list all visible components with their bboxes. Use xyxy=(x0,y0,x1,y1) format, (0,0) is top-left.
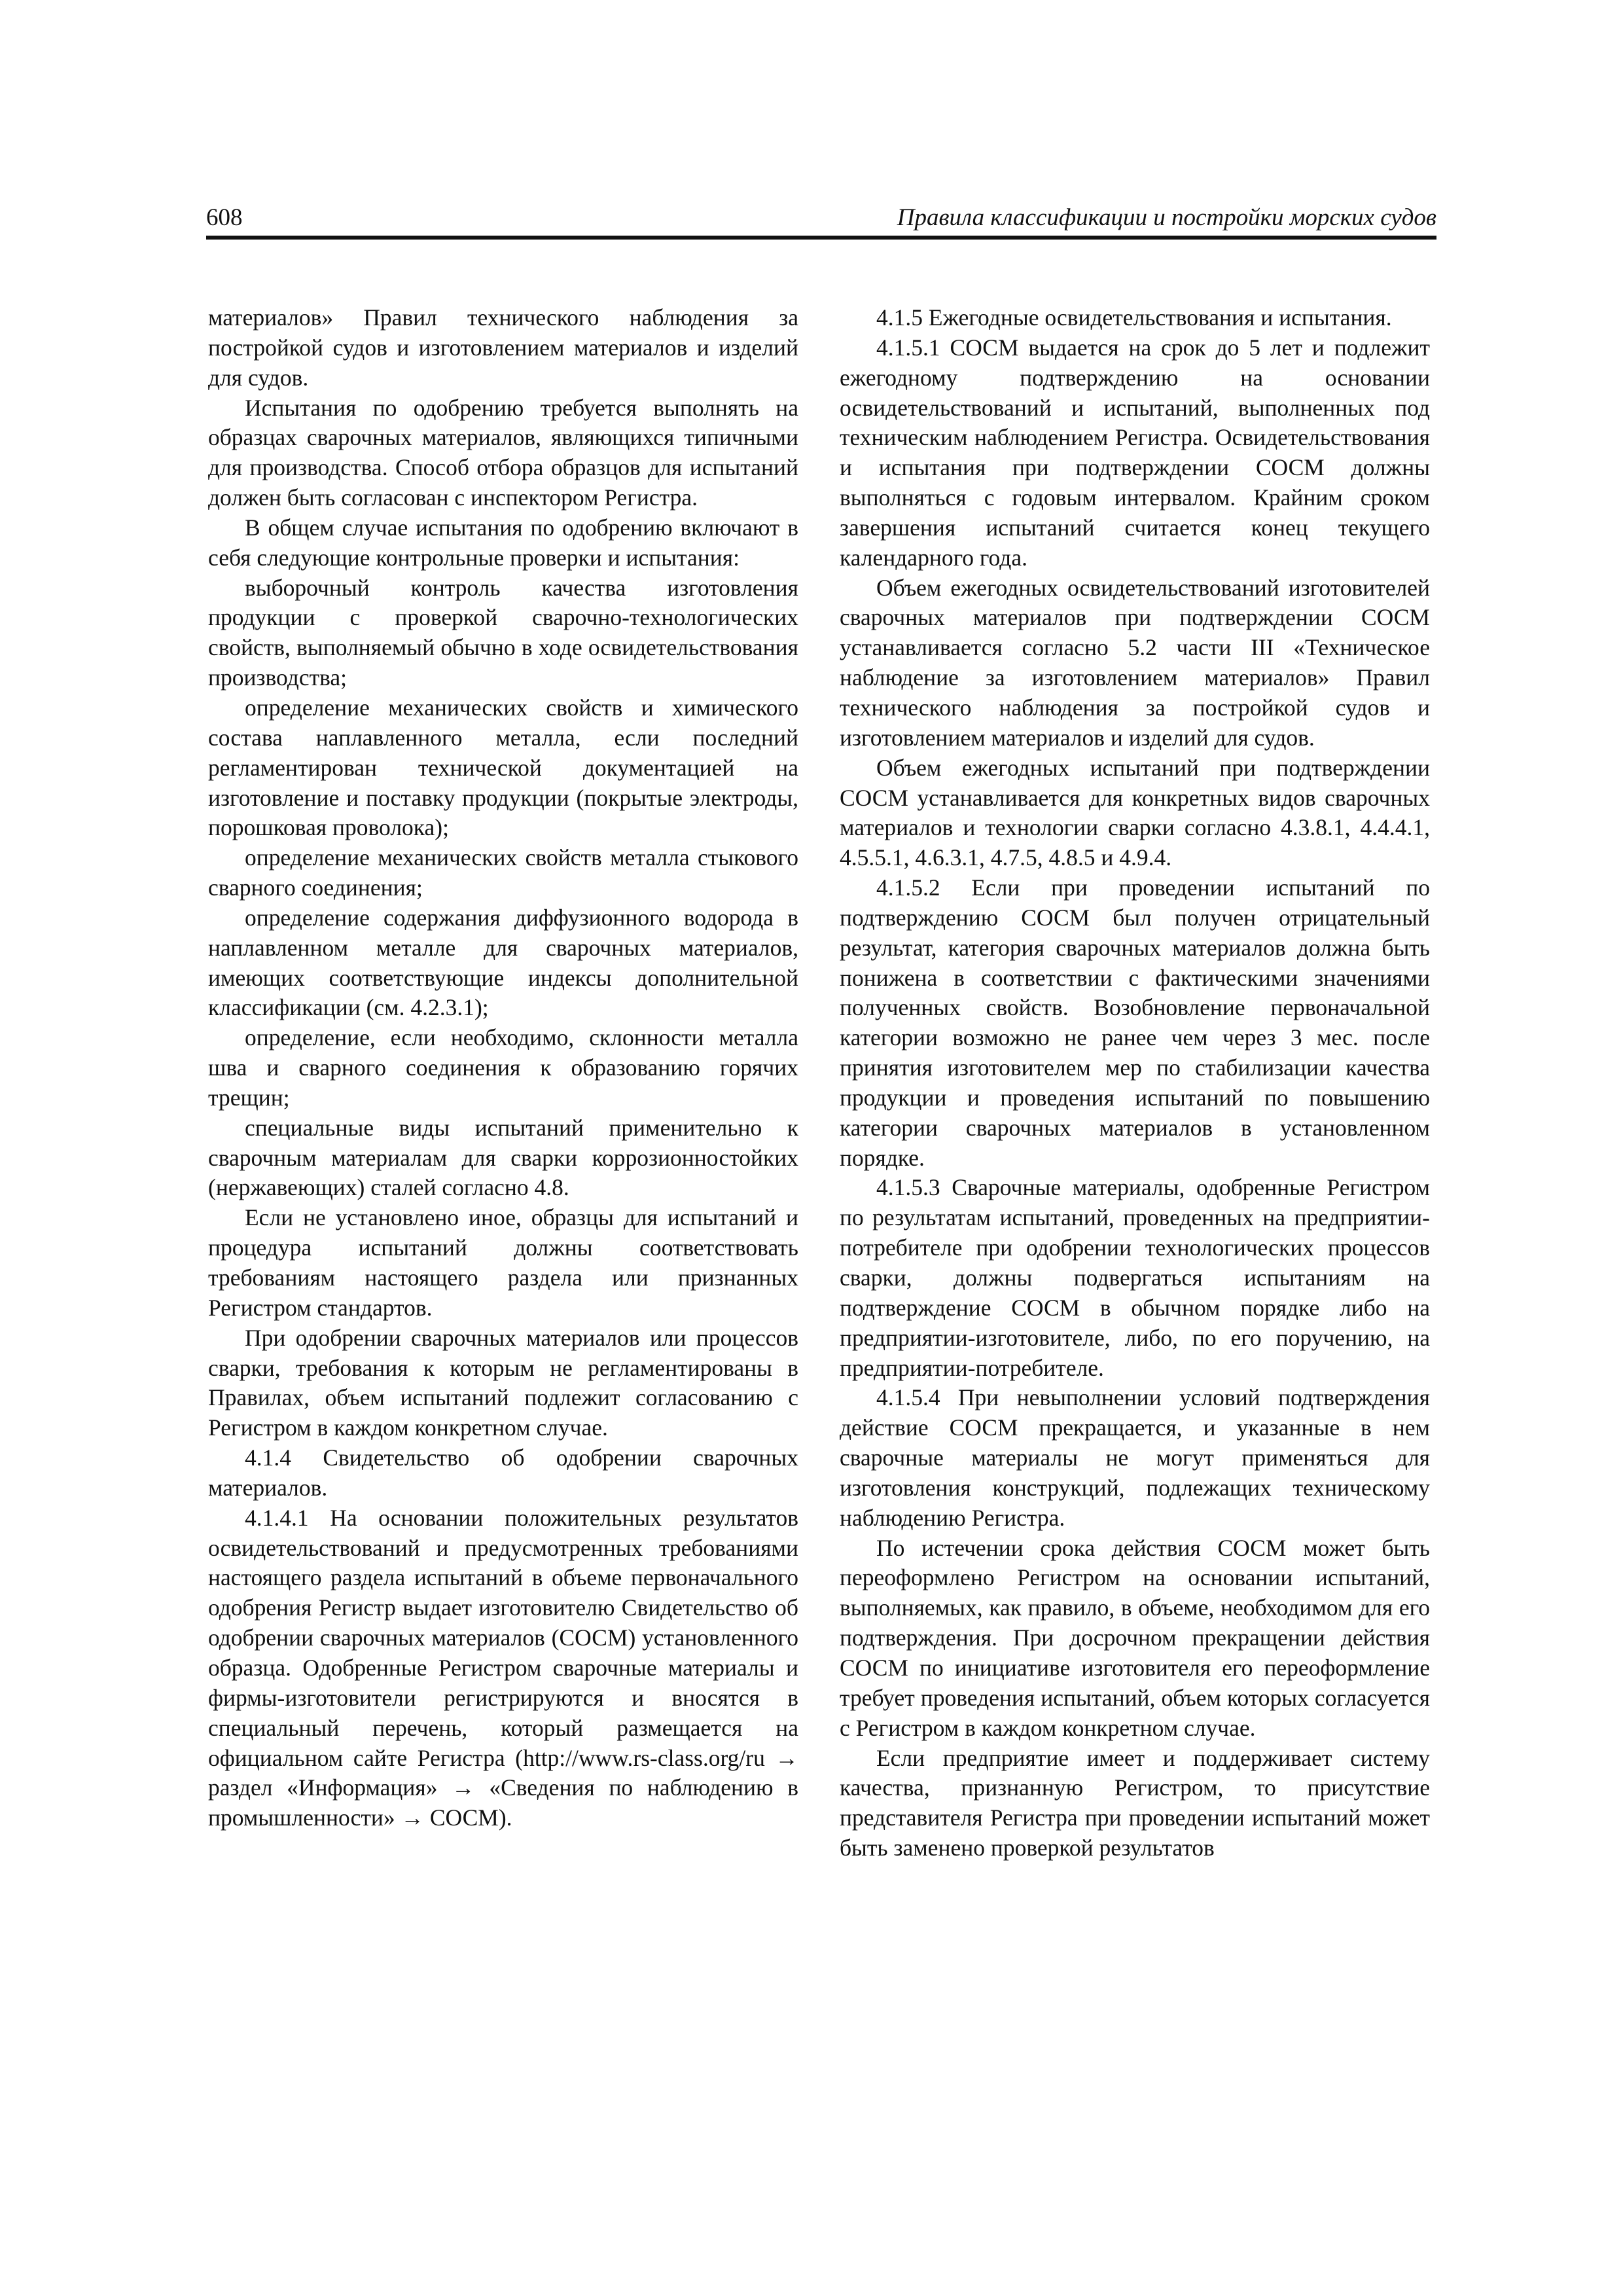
list-item: определение механических свойств и химического состава наплавленного металла, если последний регламентирован технической документацией на изготовление и поставку продукции (покрытые электроды, порошковая проволока); xyxy=(208,694,798,841)
section-heading: 4.1.5 Ежегодные освидетельствования и испытания. xyxy=(876,304,1392,331)
paragraph: 4.1.4.1 На основании положительных результатов освидетельствований и предусмотренных требованиями настоящего раздела испытаний в объеме первоначального одобрения Регистр выдает изготовителю Свидетельство об одобрении сварочных материалов (СОСМ) установленного образца. Одобренные Регистром сварочные материалы и фирмы-изготовители регистрируются и вносятся в специальный перечень, который размещается на официальном сайте Регистра (http://www.rs-class.org/ru → раздел «Информация» → «Сведения по наблюдению в промышленности» → СОСМ). xyxy=(208,1504,798,1831)
paragraph: 4.1.5.2 Если при проведении испытаний по подтверждению СОСМ был получен отрицательный результат, категория сварочных материалов должна быть понижена в соответствии с фактическими значениями полученных свойств. Возобновление первоначальной категории возможно не ранее чем через 3 мес. после принятия изготовителем мер по стабилизации качества продукции и проведения испытаний по повышению категории сварочных материалов в установленном порядке. xyxy=(840,874,1430,1171)
paragraph: Объем ежегодных испытаний при подтверждении СОСМ устанавливается для конкретных видов сварочных материалов и технологии сварки согласно 4.3.8.1, 4.4.4.1, 4.5.5.1, 4.6.3.1, 4.7.5, 4.8.5 и 4.9.4. xyxy=(840,754,1430,871)
paragraph: Если не установлено иное, образцы для испытаний и процедура испытаний должны соответствовать требованиям настоящего раздела или признанных Регистром стандартов. xyxy=(208,1204,798,1321)
paragraph: материалов» Правил технического наблюдения за постройкой судов и изготовлением материалов и изделий для судов. xyxy=(208,304,798,391)
paragraph: По истечении срока действия СОСМ может быть переоформлено Регистром на основании испытаний, выполняемых, как правило, в объеме, необходимом для его подтверждения. При досрочном прекращении действия СОСМ по инициативе изготовителя его переоформление требует проведения испытаний, объем которых согласуется с Регистром в каждом конкретном случае. xyxy=(840,1534,1430,1741)
paragraph: При одобрении сварочных материалов или процессов сварки, требования к которым не регламентированы в Правилах, объем испытаний подлежит согласованию с Регистром в каждом конкретном случае. xyxy=(208,1324,798,1441)
list-item: выборочный контроль качества изготовления продукции с проверкой сварочно-технологических свойств, выполняемый обычно в ходе освидетельствования производства; xyxy=(208,574,798,691)
page-header xyxy=(206,196,1436,240)
list-item: определение содержания диффузионного водорода в наплавленном металле для сварочных материалов, имеющих соответствующие индексы дополнительной классификации (см. 4.2.3.1); xyxy=(208,904,798,1021)
running-title: Правила классификации и постройки морских судов xyxy=(897,204,1436,231)
left-column xyxy=(208,303,798,1833)
list-item: определение механических свойств металла стыкового сварного соединения; xyxy=(208,844,798,901)
section-heading: 4.1.4 Свидетельство об одобрении сварочных материалов. xyxy=(208,1444,798,1501)
paragraph: 4.1.5.3 Сварочные материалы, одобренные Регистром по результатам испытаний, проведенных на предприятии-потребителе при одобрении технологических процессов сварки, должны подвергаться испытаниям на подтверждение СОСМ в обычном порядке либо на предприятии-изготовителе, либо, по его поручению, на предприятии-потребителе. xyxy=(840,1174,1430,1381)
paragraph: В общем случае испытания по одобрению включают в себя следующие контрольные проверки и испытания: xyxy=(208,514,798,571)
paragraph: Объем ежегодных освидетельствований изготовителей сварочных материалов при подтверждении СОСМ устанавливается согласно 5.2 части III «Техническое наблюдение за изготовлением материалов» Правил технического наблюдения за постройкой судов и изготовлением материалов и изделий для судов. xyxy=(840,574,1430,751)
list-item: определение, если необходимо, склонности металла шва и сварного соединения к образованию горячих трещин; xyxy=(208,1024,798,1111)
paragraph: Испытания по одобрению требуется выполнять на образцах сварочных материалов, являющихся типичными для производства. Способ отбора образцов для испытаний должен быть согласован с инспектором Регистра. xyxy=(208,394,798,511)
list-item: специальные виды испытаний применительно к сварочным материалам для сварки коррозионностойких (нержавеющих) сталей согласно 4.8. xyxy=(208,1114,798,1201)
right-column xyxy=(840,303,1430,1863)
paragraph: 4.1.5.1 СОСМ выдается на срок до 5 лет и подлежит ежегодному подтверждению на основании освидетельствований и испытаний, выполненных под техническим наблюдением Регистра. Освидетельствования и испытания при подтверждении СОСМ должны выполняться с годовым интервалом. Крайним сроком завершения испытаний считается конец текущего календарного года. xyxy=(840,334,1430,571)
page-number: 608 xyxy=(206,204,243,231)
paragraph: 4.1.5.4 При невыполнении условий подтверждения действие СОСМ прекращается, и указанные в нем сварочные материалы не могут применяться для изготовления конструкций, подлежащих техническому наблюдению Регистра. xyxy=(840,1384,1430,1531)
paragraph: Если предприятие имеет и поддерживает систему качества, признанную Регистром, то присутствие представителя Регистра при проведении испытаний может быть заменено проверкой результатов xyxy=(840,1744,1430,1861)
